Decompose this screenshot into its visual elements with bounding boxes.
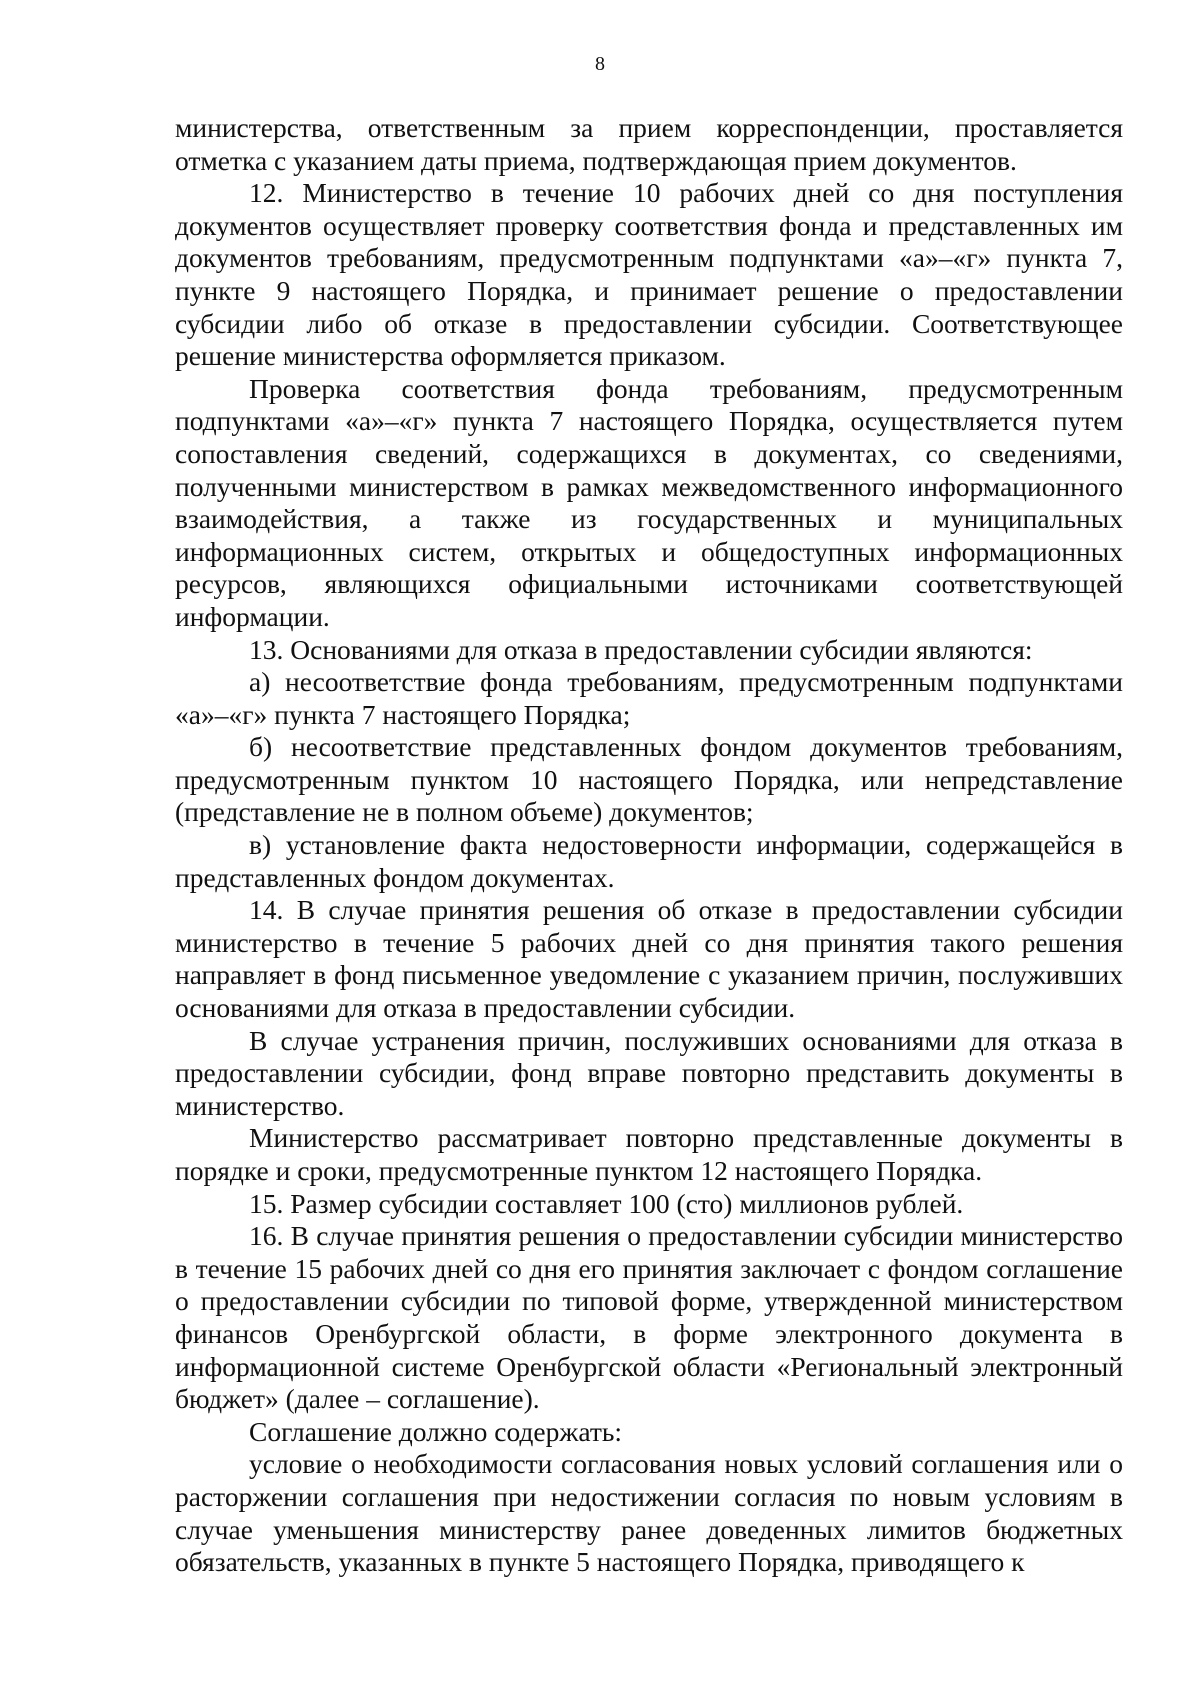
paragraph-item-12: 12. Министерство в течение 10 рабочих дней со дня поступления документов осуществляет проверку соответствия фонда и представленных им документов требованиям, предусмотренным подпунктами «а»–«г» пункта 7, пункте 9 настоящего Порядка, и принимает решение о предоставлении субсидии либо об отказе в предоставлении субсидии. Соответствующее решение министерства оформляется приказом. [175,177,1123,372]
paragraph-subitem-b: б) несоответствие представленных фондом документов требованиям, предусмотренным пунктом 10 настоящего Порядка, или непредставление (представление не в полном объеме) документов; [175,731,1123,828]
paragraph-review: Министерство рассматривает повторно представленные документы в порядке и сроки, предусмотренные пунктом 12 настоящего Порядка. [175,1122,1123,1186]
paragraph-item-14: 14. В случае принятия решения об отказе в предоставлении субсидии министерство в течение 5 рабочих дней со дня принятия такого решения направляет в фонд письменное уведомление с указанием причин, послуживших основаниями для отказа в предоставлении субсидии. [175,894,1123,1024]
document-body [175,112,1123,1579]
paragraph-item-15: 15. Размер субсидии составляет 100 (сто) миллионов рублей. [249,1187,964,1219]
paragraph-item-16: 16. В случае принятия решения о предоставлении субсидии министерство в течение 15 рабочих дней со дня его принятия заключает с фондом соглашение о предоставлении субсидии по типовой форме, утвержденной министерством финансов Оренбургской области, в форме электронного документа в информационной системе Оренбургской области «Региональный электронный бюджет» (далее – соглашение). [175,1220,1123,1415]
page-number: 8 [595,53,605,75]
paragraph-agreement-contents: Соглашение должно содержать: [249,1415,623,1447]
paragraph-subitem-v: в) установление факта недостоверности информации, содержащейся в представленных фондом документах. [175,829,1123,893]
paragraph-subitem-a: а) несоответствие фонда требованиям, предусмотренным подпунктами «а»–«г» пункта 7 настоящего Порядка; [175,666,1123,730]
paragraph-verification: Проверка соответствия фонда требованиям, предусмотренным подпунктами «а»–«г» пункта 7 настоящего Порядка, осуществляется путем сопоставления сведений, содержащихся в документах, со сведениями, полученными министерством в рамках межведомственного информационного взаимодействия, а также из государственных и муниципальных информационных систем, открытых и общедоступных информационных ресурсов, являющихся официальными источниками соответствующей информации. [175,372,1123,632]
paragraph-item-13: 13. Основаниями для отказа в предоставлении субсидии являются: [249,633,1033,665]
paragraph-condition: условие о необходимости согласования новых условий соглашения или о расторжении соглашения при недостижении согласия по новым условиям в случае уменьшения министерству ранее доведенных лимитов бюджетных обязательств, указанных в пункте 5 настоящего Порядка, приводящего к [175,1448,1123,1578]
paragraph-continuation: министерства, ответственным за прием корреспонденции, проставляется отметка с указанием даты приема, подтверждающая прием документов. [175,112,1123,176]
paragraph-resubmission: В случае устранения причин, послуживших основаниями для отказа в предоставлении субсидии, фонд вправе повторно представить документы в министерство. [175,1024,1123,1121]
